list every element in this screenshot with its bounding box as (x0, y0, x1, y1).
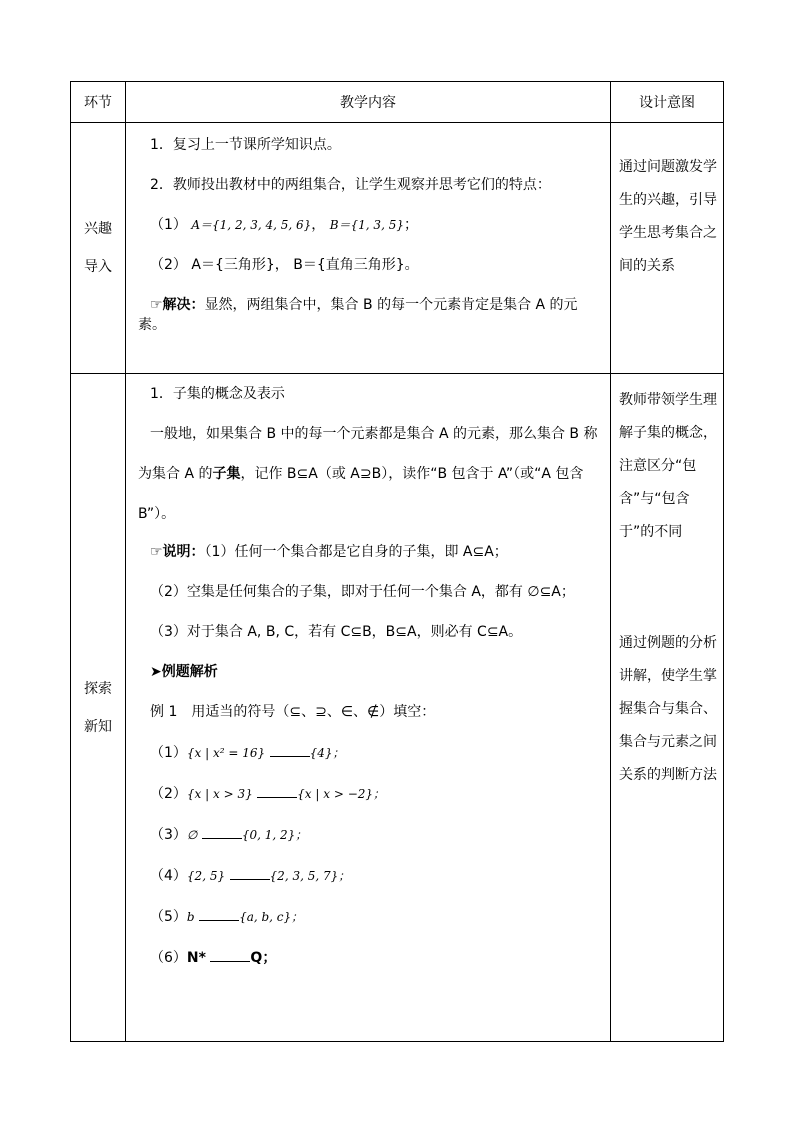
intro-stage-line2: 导入 (84, 259, 112, 275)
explore-heading: 1．子集的概念及表示 (150, 386, 285, 402)
def-term: 子集 (212, 466, 241, 482)
intro-set1 (138, 215, 600, 235)
note-line1 (138, 542, 600, 562)
answer-blank-6[interactable] (210, 947, 250, 962)
header-stage: 环节 (71, 82, 126, 123)
explore-design-cell (611, 374, 724, 1042)
solve-text: 显然，两组集合中，集合 B 的每一个元素肯定是集合 A 的元素。 (138, 297, 578, 333)
intro-set2 (138, 255, 600, 275)
solve-label: ☞解决： (150, 297, 205, 313)
explore-design-1: 教师带领学生理解子集的概念，注意区分“包含”与“包含于”的不同 (619, 392, 717, 540)
header-design: 设计意图 (611, 82, 724, 123)
set2-b: B＝{直角三角形} (293, 257, 405, 273)
set1-a: A＝{1, 2, 3, 4, 5, 6} (191, 218, 312, 232)
intro-design: 通过问题激发学生的兴趣，引导学生思考集合之间的关系 (619, 159, 717, 274)
note1: （1）任何一个集合都是它自身的子集，即 A⊆A； (204, 544, 508, 560)
intro-design-cell (611, 123, 724, 374)
intro-solve (138, 295, 600, 335)
note-label: ☞说明： (150, 544, 205, 560)
explore-row (71, 374, 724, 1042)
set1-end: ； (403, 217, 418, 233)
explore-content-cell (126, 374, 611, 1042)
note-line3: （3）对于集合 A, B, C，若有 C⊆B，B⊆A，则必有 C⊆A。 (150, 624, 523, 640)
set1-sep: ， (311, 217, 326, 233)
set2-sep: ， (274, 257, 289, 273)
intro-item1: 1．复习上一节课所学知识点。 (150, 137, 341, 153)
question-5: （5）b {a, b, c}； (138, 906, 600, 927)
example1-prompt: 例 1 用适当的符号（⊆、⊇、∈、∉）填空： (150, 704, 436, 720)
intro-row (71, 123, 724, 374)
def-part2: ，记作 B⊆A（或 A⊇B），读作“B 包含于 A”（或“A 包含 B”）。 (138, 466, 584, 522)
question-6: （6）N* Q； (138, 947, 600, 968)
lesson-table (70, 81, 724, 1042)
explore-stage-line1: 探索 (84, 680, 112, 697)
example-title: ➤例题解析 (150, 664, 218, 680)
answer-blank-5[interactable] (199, 906, 239, 921)
header-content: 教学内容 (126, 82, 611, 123)
subset-definition (138, 414, 600, 534)
explore-stage-line2: 新知 (84, 718, 112, 735)
explore-design-2: 通过例题的分析讲解，使学生掌握集合与集合、集合与元素之间关系的判断方法 (619, 635, 717, 783)
set2-label: （2） (150, 257, 187, 273)
question-4: （4）{2, 5} {2, 3, 5, 7}； (138, 865, 600, 886)
explore-stage-cell (71, 374, 126, 1042)
set2-a: A＝{三角形} (191, 257, 275, 273)
answer-blank-2[interactable] (257, 783, 297, 798)
header-row (71, 82, 724, 123)
intro-stage-line1: 兴趣 (84, 221, 112, 237)
set1-label: （1） (150, 217, 187, 233)
question-1: （1）{x | x² = 16} {4}； (138, 742, 600, 763)
def-part1: 一般地，如果集合 B 中的每一个元素都是集合 A 的元素，那么集合 B 称为集合 A 的 (138, 426, 598, 482)
intro-content-cell (126, 123, 611, 374)
question-2: （2）{x | x > 3} {x | x > −2}； (138, 783, 600, 804)
question-3: （3）∅ {0, 1, 2}； (138, 824, 600, 845)
answer-blank-1[interactable] (270, 742, 310, 757)
set2-end: 。 (404, 257, 419, 273)
intro-item2: 2．教师投出教材中的两组集合，让学生观察并思考它们的特点： (150, 177, 551, 193)
answer-blank-3[interactable] (202, 824, 242, 839)
set1-b: B＝{1, 3, 5} (329, 218, 404, 232)
note-line2: （2）空集是任何集合的子集，即对于任何一个集合 A，都有 ∅⊆A； (150, 584, 575, 600)
answer-blank-4[interactable] (230, 865, 270, 880)
intro-stage-cell (71, 123, 126, 374)
